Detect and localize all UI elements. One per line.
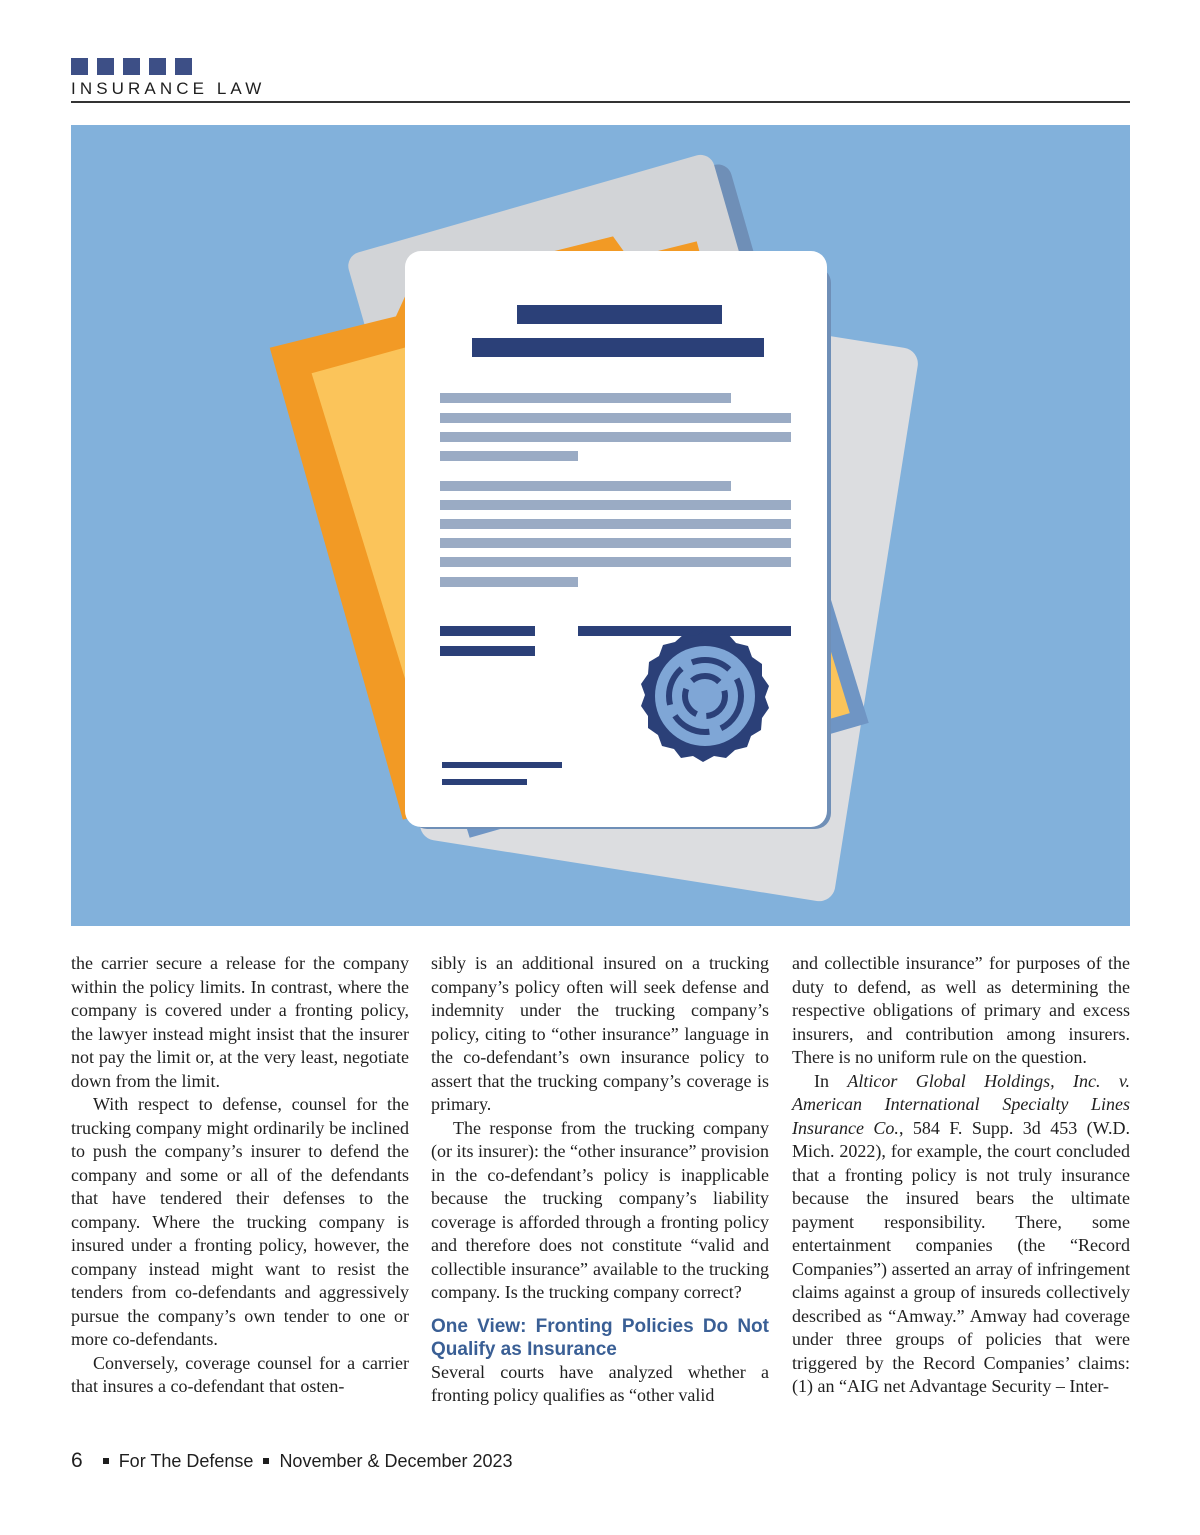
paragraph: the carrier secure a release for the company within the policy limits. In contrast, where the company is covered under a fronting policy, the lawyer instead might insist that the insurer not pay the limit or, at the very least, negotiate down from the limit. — [71, 953, 409, 1091]
header-square — [97, 58, 114, 75]
paragraph-text: , 584 F. Supp. 3d 453 (W.D. Mich. 2022), for example, the court concluded that a fronting policy is not truly insurance because the insured bears the ultimate payment responsibility. There, some entertainment companies (the “Record Companies”) asserted an array of infringement claims against a group of insureds collectively described as “Amway.” Amway had coverage under three groups of policies that were triggered by the Record Companies’ claims: (1) an “AIG net Advantage Security – Inter- — [792, 1117, 1130, 1396]
paragraph: Conversely, coverage counsel for a carrier that insures a co-defendant that osten- — [71, 1352, 409, 1396]
article-illustration — [71, 125, 1130, 926]
header-square — [149, 58, 166, 75]
paragraph: and collectible insurance” for purposes of the duty to defend, as well as determining the respective obligations of primary and excess insurers, and contribution among insurers. There is no uniform rule on the question. — [792, 953, 1130, 1067]
publication-name: For The Defense — [118, 1450, 254, 1471]
paragraph: sibly is an additional insured on a trucking company’s policy often will seek defense and indemnity under the trucking company’s policy, citing to “other insurance” language in the co-defendant’s own insurance policy to assert that the trucking company’s coverage is primary. — [431, 953, 769, 1114]
paragraph — [792, 1070, 1130, 1399]
paragraph: Several courts have analyzed whether a fronting policy qualifies as “other valid — [431, 1361, 769, 1405]
header-rule — [71, 101, 1130, 103]
issue-date: November & December 2023 — [279, 1450, 513, 1471]
insurance-policy-document-with-folder-and-seal-icon — [71, 125, 1130, 926]
section-label: INSURANCE LAW — [71, 79, 266, 98]
case-citation: Alticor Global Holdings, Inc. v. American International Specialty Lines Insurance Co. — [792, 1070, 1130, 1138]
header-square — [123, 58, 140, 75]
page-number: 6 — [71, 1449, 83, 1472]
article-column-2 — [431, 952, 769, 1408]
header-square — [71, 58, 88, 75]
paragraph-lead: In — [814, 1070, 848, 1091]
section-heading: One View: Fronting Policies Do Not Qualify as Insurance — [431, 1315, 769, 1360]
footer-separator — [263, 1458, 269, 1464]
paragraph: With respect to defense, counsel for the trucking company might ordinarily be inclined to push the company’s insurer to defend the company and some or all of the defendants that have tendered their defenses to the company. Where the trucking company is insured under a fronting policy, however, the company instead might want to resist the tenders from co-defendants and aggressively pursue the company’s own tender to one or more co-defendants. — [71, 1094, 409, 1349]
paragraph: The response from the trucking company (or its insurer): the “other insurance” provision in the co-defendant’s policy is inapplicable because the trucking company’s liability coverage is afforded through a fronting policy and therefore does not constitute “valid and collectible insurance” available to the trucking company. Is the trucking company correct? — [431, 1117, 769, 1302]
header-square — [175, 58, 192, 75]
header-squares — [71, 58, 192, 75]
article-column-1 — [71, 952, 409, 1399]
page-footer — [71, 1449, 513, 1473]
article-column-3 — [792, 952, 1130, 1399]
footer-separator — [103, 1458, 109, 1464]
